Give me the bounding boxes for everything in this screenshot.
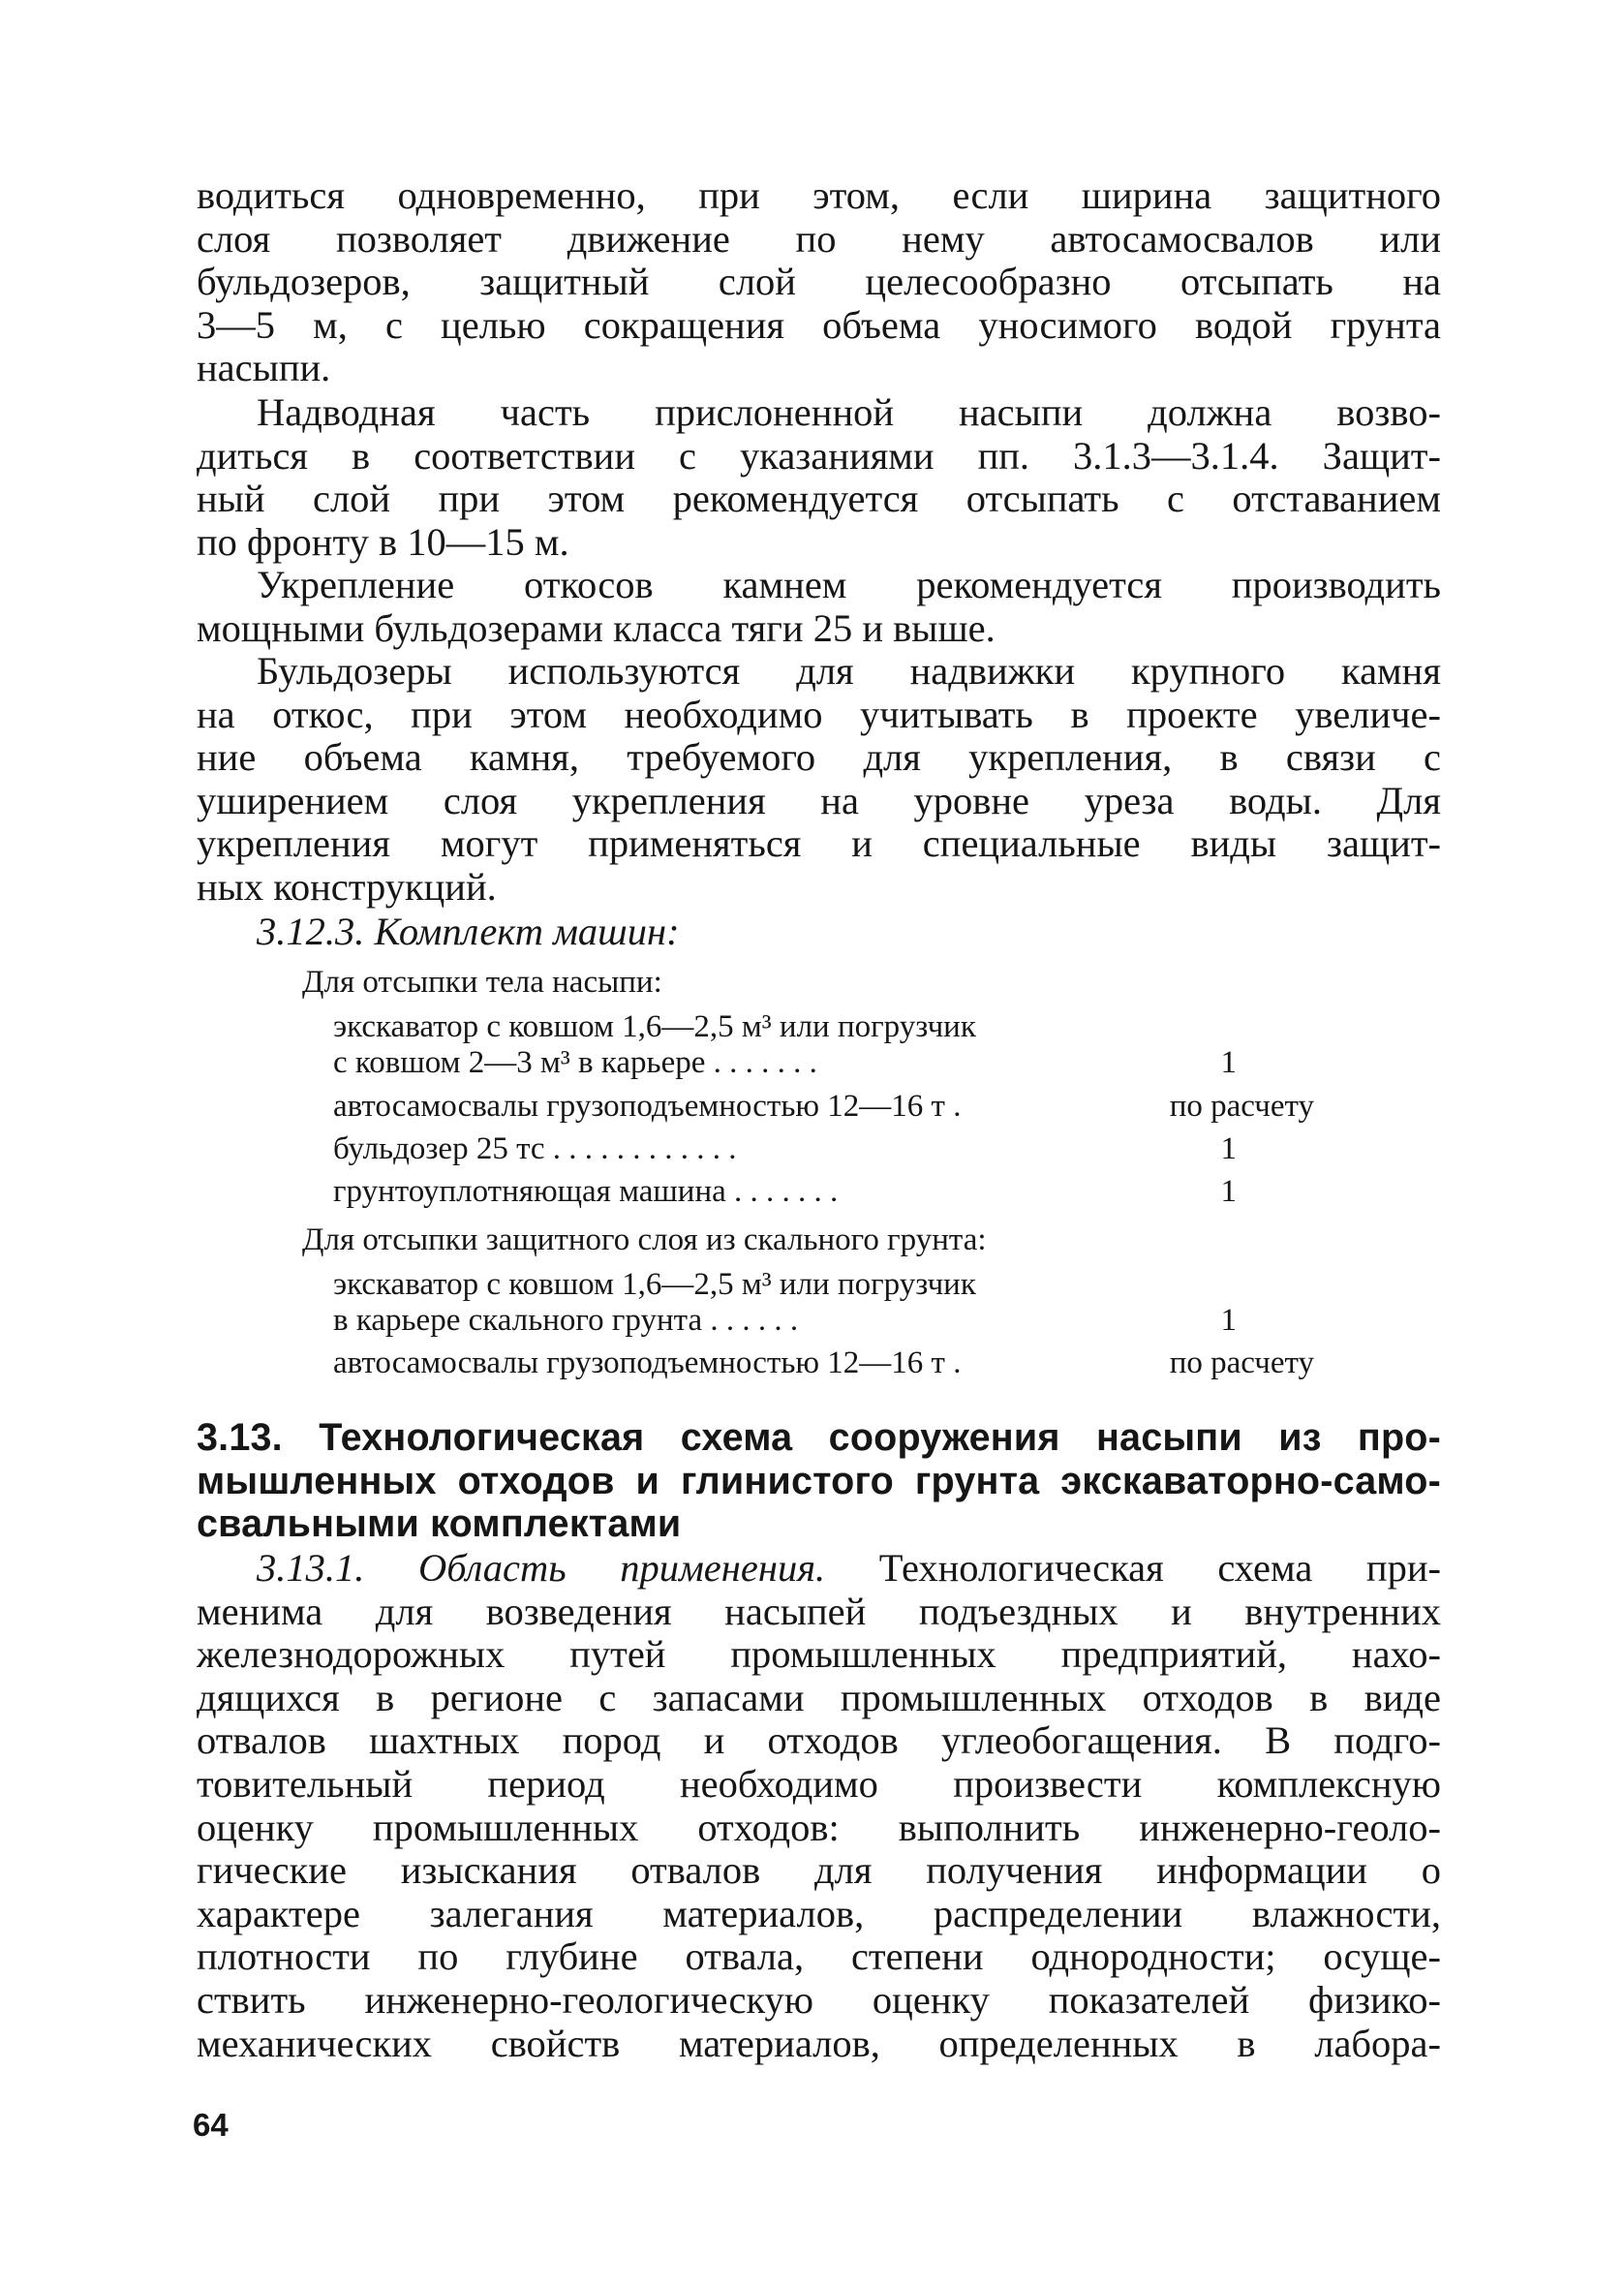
machine-quantity: 1 <box>1220 1303 1237 1338</box>
text-line: дящихся в регионе с запасами промышленных отходов в виде <box>197 1675 1441 1719</box>
text-line <box>197 1547 1441 1591</box>
machine-quantity: 1 <box>1220 1131 1237 1166</box>
text-line: отвалов шахтных пород и отходов углеобогащения. В подго- <box>197 1718 1441 1763</box>
text-line: уширением слоя укрепления на уровне уреза воды. Для <box>197 778 1441 822</box>
machine-name: в карьере скального грунта . . . . . . <box>333 1303 799 1338</box>
machine-name: автосамосвалы грузоподъемностью 12—16 т . <box>333 1089 962 1124</box>
machine-name: с ковшом 2—3 м³ в карьере . . . . . . . <box>333 1045 817 1080</box>
machine-quantity: по расчету <box>1169 1345 1314 1380</box>
text-line: оценку промышленных отходов: выполнить инженерно-геоло- <box>197 1805 1441 1849</box>
paragraph-continuation <box>197 174 1441 390</box>
text-line: ных конструкций. <box>197 864 497 909</box>
text-line: водиться одновременно, при этом, если ширина защитного <box>197 173 1441 217</box>
machine-quantity: 1 <box>1220 1174 1237 1209</box>
text-line: железнодорожных путей промышленных предприятий, нахо- <box>197 1632 1441 1677</box>
section-heading <box>197 1416 1441 1546</box>
heading-line: свальными комплектами <box>197 1502 682 1546</box>
machine-row <box>333 1128 1314 1170</box>
machine-quantity: 1 <box>1220 1045 1237 1080</box>
machine-name: экскаватор с ковшом 1,6—2,5 м³ или погрузчик <box>333 1267 976 1302</box>
paragraph-slope-reinforcement <box>197 564 1441 650</box>
text-line: по фронту в 10—15 м. <box>197 519 569 564</box>
text-line: гические изыскания отвалов для получения информации о <box>197 1848 1441 1893</box>
machine-name: грунтоуплотняющая машина . . . . . . . <box>333 1174 839 1209</box>
machine-name: автосамосвалы грузоподъемностью 12—16 т . <box>333 1345 962 1380</box>
text-fragment: Технологическая схема при- <box>878 1546 1442 1590</box>
text-line: Бульдозеры используются для надвижки крупного камня <box>257 649 1441 693</box>
text-line: ние объема камня, требуемого для укрепления, в связи с <box>197 735 1441 780</box>
text-line: ный слой при этом рекомендуется отсыпать с отставанием <box>197 477 1441 521</box>
machine-group-title: Для отсыпки защитного слоя из скального грунта: <box>302 1222 987 1257</box>
machine-set-heading: 3.12.3. Комплект машин: <box>257 910 680 953</box>
text-line: Укрепление откосов камнем рекомендуется производить <box>257 563 1441 606</box>
text-line: укрепления могут применяться и специальные виды защит- <box>197 821 1441 866</box>
machine-group-title: Для отсыпки тела насыпи: <box>302 965 662 1000</box>
text-line: менима для возведения насыпей подъездных и внутренних <box>197 1589 1441 1633</box>
machine-row <box>333 1041 1314 1084</box>
heading-line: 3.13. Технологическая схема сооружения насыпи из про- <box>197 1416 1441 1459</box>
paragraph-above-water <box>197 391 1441 564</box>
text-line: насыпи. <box>197 346 331 390</box>
text-line: характере залегания материалов, распределении влажности, <box>197 1891 1441 1935</box>
machine-quantity: по расчету <box>1169 1089 1314 1124</box>
text-line: 3—5 м, с целью сокращения объема уносимого водой грунта <box>197 302 1441 347</box>
machine-name: экскаватор с ковшом 1,6—2,5 м³ или погрузчик <box>333 1009 976 1044</box>
text-line: ствить инженерно-геологическую оценку показателей физико- <box>197 1977 1441 2022</box>
machine-row <box>333 1299 1314 1342</box>
text-line: бульдозеров, защитный слой целесообразно отсыпать на <box>197 260 1441 304</box>
machine-name: бульдозер 25 тс . . . . . . . . . . . . <box>333 1131 737 1166</box>
machine-row <box>333 1170 1314 1213</box>
subsection-label: 3.13.1. Область применения. <box>257 1546 826 1590</box>
paragraph-scope <box>197 1547 1441 2065</box>
text-line: мощными бульдозерами класса тяги 25 и выше. <box>197 605 996 650</box>
paragraph-bulldozers <box>197 650 1441 910</box>
text-line: товительный период необходимо произвести комплексную <box>197 1761 1441 1806</box>
heading-line: мышленных отходов и глинистого грунта экскаваторно-само- <box>197 1459 1441 1502</box>
text-line: Надводная часть прислоненной насыпи должна возво- <box>257 390 1441 434</box>
text-line: диться в соответствии с указаниями пп. 3.1.3—3.1.4. Защит- <box>197 433 1441 478</box>
page-number: 64 <box>193 2107 229 2143</box>
text-line: слоя позволяет движение по нему автосамосвалов или <box>197 216 1441 261</box>
machine-row <box>333 1342 1314 1384</box>
machine-row <box>333 1085 1314 1128</box>
text-line: плотности по глубине отвала, степени однородности; осуще- <box>197 1934 1441 1979</box>
text-line: механических свойств материалов, определенных в лабора- <box>197 2021 1441 2065</box>
text-line: на откос, при этом необходимо учитывать в проекте увеличе- <box>197 692 1441 736</box>
